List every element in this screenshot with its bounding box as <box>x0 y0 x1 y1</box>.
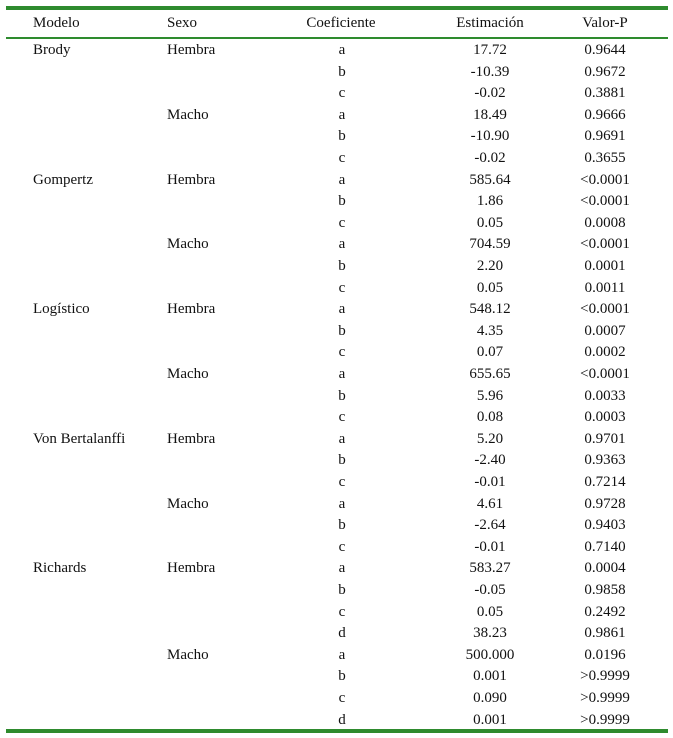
table-row <box>0 710 673 732</box>
table-row <box>0 580 673 602</box>
cell-valor-p: 0.0196 <box>584 646 626 663</box>
table-row <box>0 170 673 192</box>
cell-coeficiente: b <box>338 128 346 145</box>
cell-coeficiente: d <box>338 625 346 642</box>
table-row <box>0 191 673 213</box>
cell-coeficiente: a <box>338 171 346 188</box>
cell-estimacion: 1.86 <box>476 193 504 210</box>
cell-estimacion: 2.20 <box>476 258 504 274</box>
table-row <box>0 688 673 710</box>
cell-coeficiente: c <box>338 409 346 426</box>
table-row <box>0 623 673 645</box>
cell-coeficiente: c <box>338 214 346 231</box>
cell-estimacion: 704.59 <box>469 236 511 253</box>
cell-estimacion: 18.49 <box>473 106 507 123</box>
cell-coeficiente: b <box>338 582 346 598</box>
cell-valor-p: 0.2492 <box>584 603 626 620</box>
cell-valor-p: 0.7140 <box>584 538 626 555</box>
cell-estimacion: 0.001 <box>473 668 507 685</box>
table-row <box>0 472 673 494</box>
cell-coeficiente: a <box>338 301 346 318</box>
table-row <box>0 278 673 300</box>
header-estimacion: Estimación <box>456 15 524 31</box>
table-row <box>0 321 673 343</box>
table-row <box>0 299 673 321</box>
cell-valor-p: 0.9861 <box>584 625 626 642</box>
cell-estimacion: 500.000 <box>465 646 515 663</box>
cell-valor-p: 0.3881 <box>584 85 626 102</box>
cell-estimacion: 5.96 <box>476 387 504 404</box>
cell-coeficiente: c <box>338 85 346 102</box>
cell-sexo: Hembra <box>167 171 216 188</box>
cell-valor-p: 0.0004 <box>584 560 626 577</box>
cell-coeficiente: a <box>338 42 346 58</box>
cell-valor-p: 0.9858 <box>584 582 626 598</box>
table-row <box>0 126 673 148</box>
cell-sexo: Macho <box>167 495 209 512</box>
cell-estimacion: 0.001 <box>473 711 507 728</box>
cell-coeficiente: b <box>338 63 346 80</box>
cell-estimacion: 0.05 <box>476 214 504 231</box>
table-row <box>0 537 673 559</box>
cell-estimacion: 4.61 <box>476 495 504 512</box>
cell-sexo: Macho <box>167 646 209 663</box>
cell-estimacion: -10.39 <box>470 63 510 80</box>
cell-coeficiente: b <box>338 193 346 210</box>
cell-estimacion: 0.05 <box>476 279 504 296</box>
table-row <box>0 407 673 429</box>
table-row <box>0 386 673 408</box>
table-row <box>0 62 673 84</box>
cell-estimacion: 0.090 <box>473 690 507 706</box>
cell-valor-p: <0.0001 <box>580 193 630 210</box>
cell-modelo: Von Bertalanffi <box>33 430 126 447</box>
cell-valor-p: 0.9701 <box>584 430 626 447</box>
cell-coeficiente: c <box>338 690 346 706</box>
table-row <box>0 256 673 278</box>
table-header-rule <box>6 37 668 39</box>
table-row <box>0 234 673 256</box>
cell-estimacion: -2.40 <box>474 452 506 469</box>
header-coeficiente: Coeficiente <box>306 15 376 31</box>
cell-coeficiente: a <box>338 646 346 663</box>
cell-coeficiente: c <box>338 603 346 620</box>
cell-estimacion: -0.01 <box>474 474 506 490</box>
cell-valor-p: 0.3655 <box>584 150 626 166</box>
table-row <box>0 450 673 472</box>
cell-coeficiente: b <box>338 387 346 404</box>
cell-coeficiente: a <box>338 430 346 447</box>
cell-coeficiente: c <box>338 344 346 361</box>
table-row <box>0 83 673 105</box>
cell-coeficiente: a <box>338 236 346 253</box>
cell-coeficiente: b <box>338 668 346 685</box>
cell-estimacion: -0.05 <box>474 582 506 598</box>
cell-estimacion: 4.35 <box>476 322 504 339</box>
cell-valor-p: <0.0001 <box>580 236 630 253</box>
cell-valor-p: 0.9666 <box>584 106 626 123</box>
table-row <box>0 148 673 170</box>
header-sexo: Sexo <box>167 15 197 31</box>
cell-coeficiente: c <box>338 150 346 166</box>
cell-coeficiente: a <box>338 495 346 512</box>
cell-coeficiente: c <box>338 279 346 296</box>
table-row <box>0 645 673 667</box>
cell-estimacion: 583.27 <box>469 560 511 577</box>
cell-coeficiente: a <box>338 366 346 382</box>
cell-estimacion: -0.02 <box>474 150 506 166</box>
cell-valor-p: >0.9999 <box>580 711 630 728</box>
cell-coeficiente: b <box>338 452 346 469</box>
table-row <box>0 429 673 451</box>
cell-coeficiente: a <box>338 106 346 123</box>
table-row <box>0 602 673 624</box>
table-row <box>0 494 673 516</box>
header-valor-p: Valor-P <box>582 15 628 31</box>
cell-valor-p: 0.0001 <box>584 258 626 274</box>
cell-valor-p: 0.9644 <box>584 42 626 58</box>
cell-sexo: Macho <box>167 236 209 253</box>
table-row <box>0 105 673 127</box>
cell-valor-p: <0.0001 <box>580 171 630 188</box>
cell-estimacion: 5.20 <box>476 430 504 447</box>
cell-valor-p: >0.9999 <box>580 668 630 685</box>
cell-coeficiente: b <box>338 322 346 339</box>
header-modelo: Modelo <box>33 15 80 31</box>
cell-estimacion: 0.05 <box>476 603 504 620</box>
cell-sexo: Hembra <box>167 301 216 318</box>
cell-estimacion: 548.12 <box>469 301 511 318</box>
cell-valor-p: 0.7214 <box>584 474 626 490</box>
cell-estimacion: -2.64 <box>474 517 506 534</box>
cell-valor-p: 0.9691 <box>584 128 626 145</box>
cell-coeficiente: c <box>338 474 346 490</box>
cell-valor-p: 0.9363 <box>584 452 626 469</box>
cell-valor-p: <0.0001 <box>580 366 630 382</box>
cell-valor-p: <0.0001 <box>580 301 630 318</box>
cell-sexo: Hembra <box>167 430 216 447</box>
cell-modelo: Richards <box>33 560 87 577</box>
table-row <box>0 666 673 688</box>
cell-modelo: Logístico <box>33 301 90 318</box>
cell-coeficiente: c <box>338 538 346 555</box>
table-row <box>0 40 673 62</box>
cell-sexo: Hembra <box>167 42 216 58</box>
cell-valor-p: 0.0008 <box>584 214 626 231</box>
cell-estimacion: -0.02 <box>474 85 506 102</box>
cell-estimacion: -0.01 <box>474 538 506 555</box>
cell-sexo: Macho <box>167 106 209 123</box>
cell-estimacion: 38.23 <box>473 625 507 642</box>
cell-coeficiente: b <box>338 258 346 274</box>
cell-valor-p: 0.0033 <box>584 387 626 404</box>
cell-sexo: Macho <box>167 366 209 382</box>
cell-estimacion: 0.07 <box>476 344 504 361</box>
cell-valor-p: 0.0002 <box>584 344 626 361</box>
cell-coeficiente: b <box>338 517 346 534</box>
cell-valor-p: 0.9403 <box>584 517 626 534</box>
cell-valor-p: 0.0003 <box>584 409 626 426</box>
table-row <box>0 213 673 235</box>
table-row <box>0 364 673 386</box>
cell-estimacion: 17.72 <box>473 42 507 58</box>
cell-modelo: Gompertz <box>33 171 93 188</box>
cell-coeficiente: d <box>338 711 346 728</box>
cell-coeficiente: a <box>338 560 346 577</box>
cell-estimacion: -10.90 <box>470 128 510 145</box>
cell-valor-p: 0.0011 <box>584 279 626 296</box>
table-bottom-rule <box>6 729 668 733</box>
cell-modelo: Brody <box>33 42 71 58</box>
cell-sexo: Hembra <box>167 560 216 577</box>
cell-estimacion: 585.64 <box>469 171 511 188</box>
table-top-rule <box>6 6 668 10</box>
table-row <box>0 342 673 364</box>
cell-valor-p: 0.9672 <box>584 63 626 80</box>
cell-estimacion: 655.65 <box>469 366 511 382</box>
table-row <box>0 515 673 537</box>
cell-valor-p: 0.0007 <box>584 322 626 339</box>
table-row <box>0 558 673 580</box>
cell-valor-p: >0.9999 <box>580 690 630 706</box>
cell-valor-p: 0.9728 <box>584 495 626 512</box>
cell-estimacion: 0.08 <box>476 409 504 426</box>
